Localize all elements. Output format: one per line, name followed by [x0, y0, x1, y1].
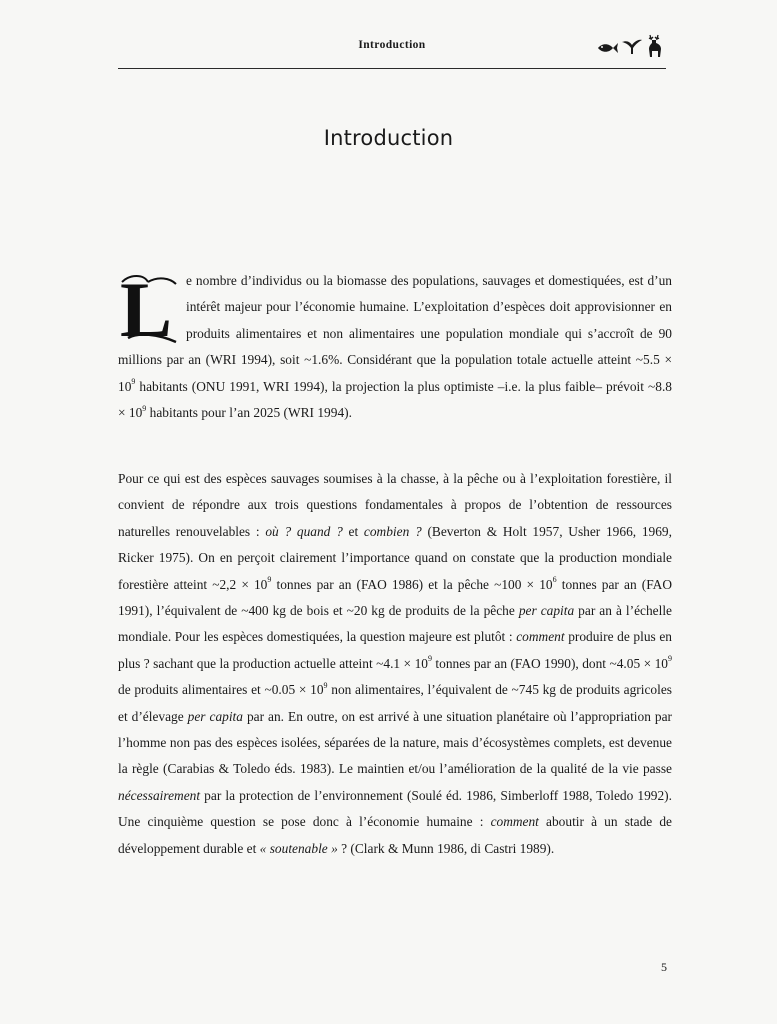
paragraph-2-text: tonnes par an (FAO 1991), l’équivalent de ~400 kg de bois et ~20 kg de produits de la pêche — [118, 576, 672, 619]
emphasis: combien ? — [363, 523, 422, 539]
paragraph-2-text: Pour ce qui est des espèces sauvages soumises à la chasse, à la pêche ou à l’exploitation forestière, il convient de répondre aux trois questions fondamentales à propos de l’obtention de ressources naturelles renouvelables : — [118, 471, 672, 539]
exponent: 9 — [427, 654, 432, 664]
paragraph-2-text: et — [342, 523, 364, 539]
exponent: 9 — [142, 403, 147, 413]
exponent: 9 — [267, 575, 272, 585]
dropcap-glyph: L — [120, 272, 173, 344]
exponent: 9 — [323, 680, 328, 690]
bird-icon — [621, 36, 643, 58]
paragraph-1 — [118, 268, 672, 426]
paragraph-2-text: produire de plus en plus ? sachant que la production actuelle atteint ~4.1 × 10 — [118, 629, 672, 671]
paragraph-2-text: aboutir à un stade de développement durable et — [118, 814, 673, 856]
page-number: 5 — [661, 960, 667, 974]
paragraph-1-text: habitants pour l’an 2025 (WRI 1994). — [146, 405, 352, 421]
paragraph-2-text: (Beverton & Holt 1957, Usher 1966, 1969, Ricker 1975). On en perçoit clairement l’importance quand on constate que la production mondiale forestière atteint ~2,2 × 10 — [118, 523, 672, 592]
paragraph-2-text: de produits alimentaires et ~0.05 × 10 — [118, 682, 324, 698]
running-head-icons — [594, 34, 666, 58]
paragraph-2-text: par la protection de l’environnement (Soulé éd. 1986, Simberloff 1988, Toledo 1992). Une cinquième question se pose donc à l’économie humaine : — [118, 787, 672, 830]
emphasis: nécessairement — [118, 787, 201, 803]
paragraph-2-text: ? (Clark & Munn 1986, di Castri 1989). — [337, 840, 555, 856]
emphasis: per capita — [518, 603, 575, 619]
emphasis: per capita — [187, 708, 243, 724]
paragraph-2-text: par an. En outre, on est arrivé à une situation planétaire où l’appropriation par l’homme non pas des espèces isolées, séparées de la nature, mais d’écosystèmes complets, est devenue la règle (Carabias & Toledo éds. 1983). Le maintien et/ou l’amélioration de la qualité de la vie passe — [118, 708, 673, 777]
running-head — [118, 34, 666, 70]
paragraph-1-text: e nombre d’individus ou la biomasse des populations, sauvages et domestiquées, est d’un intérêt majeur pour l’économie humaine. L’exploitation d’espèces doit approvisionner en produits alimentaires et non alimentaires une population mondiale qui s’accroît de 90 millions par an (WRI 1994), soit ~1.6%. Considérant que la population totale actuelle atteint ~5.5 × 10 — [118, 273, 672, 394]
paragraph-2-text: tonnes par an (FAO 1990), dont ~4.05 × 10 — [431, 655, 668, 671]
exponent: 9 — [668, 654, 672, 664]
emphasis: où ? quand ? — [265, 523, 343, 539]
fish-icon — [596, 40, 618, 56]
exponent: 9 — [131, 377, 136, 387]
emphasis: « soutenable » — [259, 840, 338, 856]
header-rule — [118, 68, 666, 69]
paragraph-2-text: par an à l’échelle mondiale. Pour les espèces domestiquées, la question majeure est plutôt : — [118, 603, 672, 645]
dropcap-letter — [118, 272, 180, 344]
deer-icon — [644, 34, 664, 58]
chapter-title: Introduction — [323, 126, 454, 150]
exponent: 6 — [552, 575, 557, 585]
paragraph-2-text: tonnes par an (FAO 1986) et la pêche ~100 × 10 — [271, 576, 553, 592]
paragraph-1-text: habitants (ONU 1991, WRI 1994), la projection la plus optimiste –i.e. la plus faible– prévoit ~8.8 × 10 — [118, 378, 672, 421]
emphasis: comment — [516, 629, 565, 645]
paragraph-2 — [118, 466, 672, 862]
emphasis: comment — [490, 814, 539, 830]
running-head-title: Introduction — [358, 39, 426, 51]
paragraph-2-text: non alimentaires, l’équivalent de ~745 kg de produits agricoles et d’élevage — [118, 682, 672, 724]
